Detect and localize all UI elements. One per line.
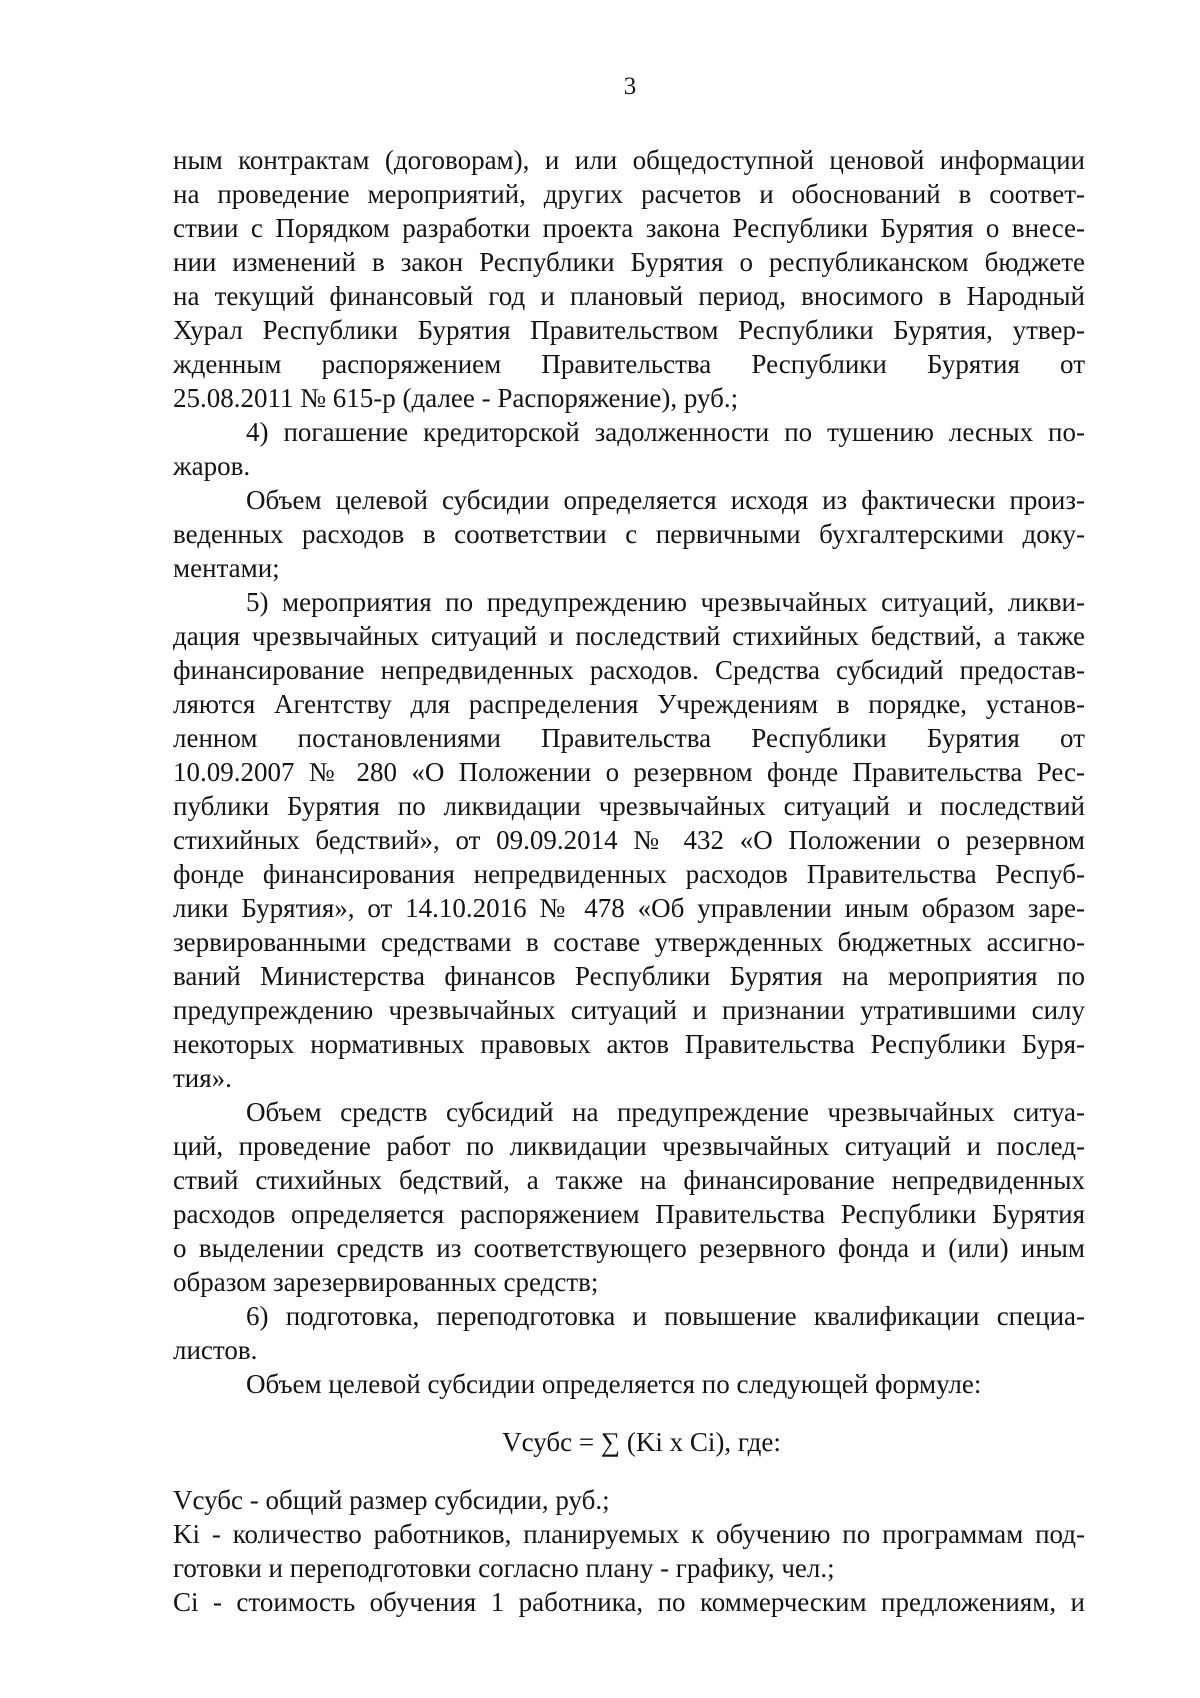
text-line: ментами;: [173, 553, 280, 583]
text-line: ляются Агентству для распределения Учреждениям в порядке, установ-: [173, 689, 1085, 719]
text-line: жаров.: [173, 451, 251, 481]
text-line: образом зарезервированных средств;: [173, 1267, 599, 1297]
text-line: на проведение мероприятий, других расчетов и обоснований в соответ-: [173, 179, 1085, 209]
text-line: нии изменений в закон Республики Бурятия о республиканском бюджете: [173, 247, 1085, 277]
text-line: предупреждению чрезвычайных ситуаций и признании утратившими силу: [173, 995, 1085, 1025]
text-line: некоторых нормативных правовых актов Правительства Республики Буря-: [173, 1029, 1085, 1059]
text-line: 4) погашение кредиторской задолженности по тушению лесных по-: [246, 417, 1085, 447]
text-line: расходов определяется распоряжением Правительства Республики Бурятия: [173, 1199, 1085, 1229]
text-line: стихийных бедствий», от 09.09.2014 № 432 «О Положении о резервном: [173, 825, 1085, 855]
text-line: Объем средств субсидий на предупреждение чрезвычайных ситуа-: [246, 1097, 1085, 1127]
text-line: на текущий финансовый год и плановый период, вносимого в Народный: [173, 281, 1085, 311]
text-line: 10.09.2007 № 280 «О Положении о резервном фонде Правительства Рес-: [173, 757, 1085, 787]
text-line: листов.: [173, 1335, 258, 1365]
text-line: фонде финансирования непредвиденных расходов Правительства Респуб-: [173, 859, 1085, 889]
text-line: 25.08.2011 № 615-р (далее - Распоряжение), руб.;: [173, 383, 739, 413]
page-number: 3: [623, 73, 637, 100]
formula: Vсубс = ∑ (Ki x Ci), где:: [502, 1427, 781, 1457]
text-line: ленном постановлениями Правительства Республики Бурятия от: [173, 723, 1085, 753]
text-line: публики Бурятия по ликвидации чрезвычайных ситуаций и последствий: [173, 791, 1085, 821]
definition-line: Ki - количество работников, планируемых к обучению по программам под-: [173, 1519, 1085, 1549]
definition-line: Ci - стоимость обучения 1 работника, по коммерческим предложениям, и: [173, 1587, 1085, 1617]
document-body: [173, 143, 1085, 1619]
text-line: лики Бурятия», от 14.10.2016 № 478 «Об управлении иным образом заре-: [173, 893, 1085, 923]
text-line: ваний Министерства финансов Республики Бурятия на мероприятия по: [173, 961, 1085, 991]
text-line: ствий стихийных бедствий, а также на финансирование непредвиденных: [173, 1165, 1085, 1195]
main-text-block: [173, 143, 1085, 1401]
definition-line: готовки и переподготовки согласно плану - графику, чел.;: [173, 1553, 835, 1583]
text-line: дация чрезвычайных ситуаций и последствий стихийных бедствий, а также: [173, 621, 1085, 651]
text-line: зервированными средствами в составе утвержденных бюджетных ассигно-: [173, 927, 1085, 957]
definition-line: Vсубс - общий размер субсидии, руб.;: [173, 1485, 610, 1515]
text-line: веденных расходов в соответствии с первичными бухгалтерскими доку-: [173, 519, 1085, 549]
text-line: ций, проведение работ по ликвидации чрезвычайных ситуаций и послед-: [173, 1131, 1085, 1161]
text-line: финансирование непредвиденных расходов. Средства субсидий предостав-: [173, 655, 1085, 685]
text-line: о выделении средств из соответствующего резервного фонда и (или) иным: [173, 1233, 1085, 1263]
text-line: Объем целевой субсидии определяется по следующей формуле:: [246, 1369, 982, 1399]
text-line: 6) подготовка, переподготовка и повышение квалификации специа-: [246, 1301, 1085, 1331]
text-line: 5) мероприятия по предупреждению чрезвычайных ситуаций, ликви-: [246, 587, 1085, 617]
text-line: тия».: [173, 1063, 232, 1093]
formula-definitions: [173, 1483, 1085, 1619]
text-line: Хурал Республики Бурятия Правительством Республики Бурятия, утвер-: [173, 315, 1085, 345]
text-line: ным контрактам (договорам), и или общедоступной ценовой информации: [173, 145, 1085, 175]
text-line: жденным распоряжением Правительства Республики Бурятия от: [173, 349, 1085, 379]
text-line: ствии с Порядком разработки проекта закона Республики Бурятия о внесе-: [173, 213, 1085, 243]
text-line: Объем целевой субсидии определяется исходя из фактически произ-: [246, 485, 1085, 515]
